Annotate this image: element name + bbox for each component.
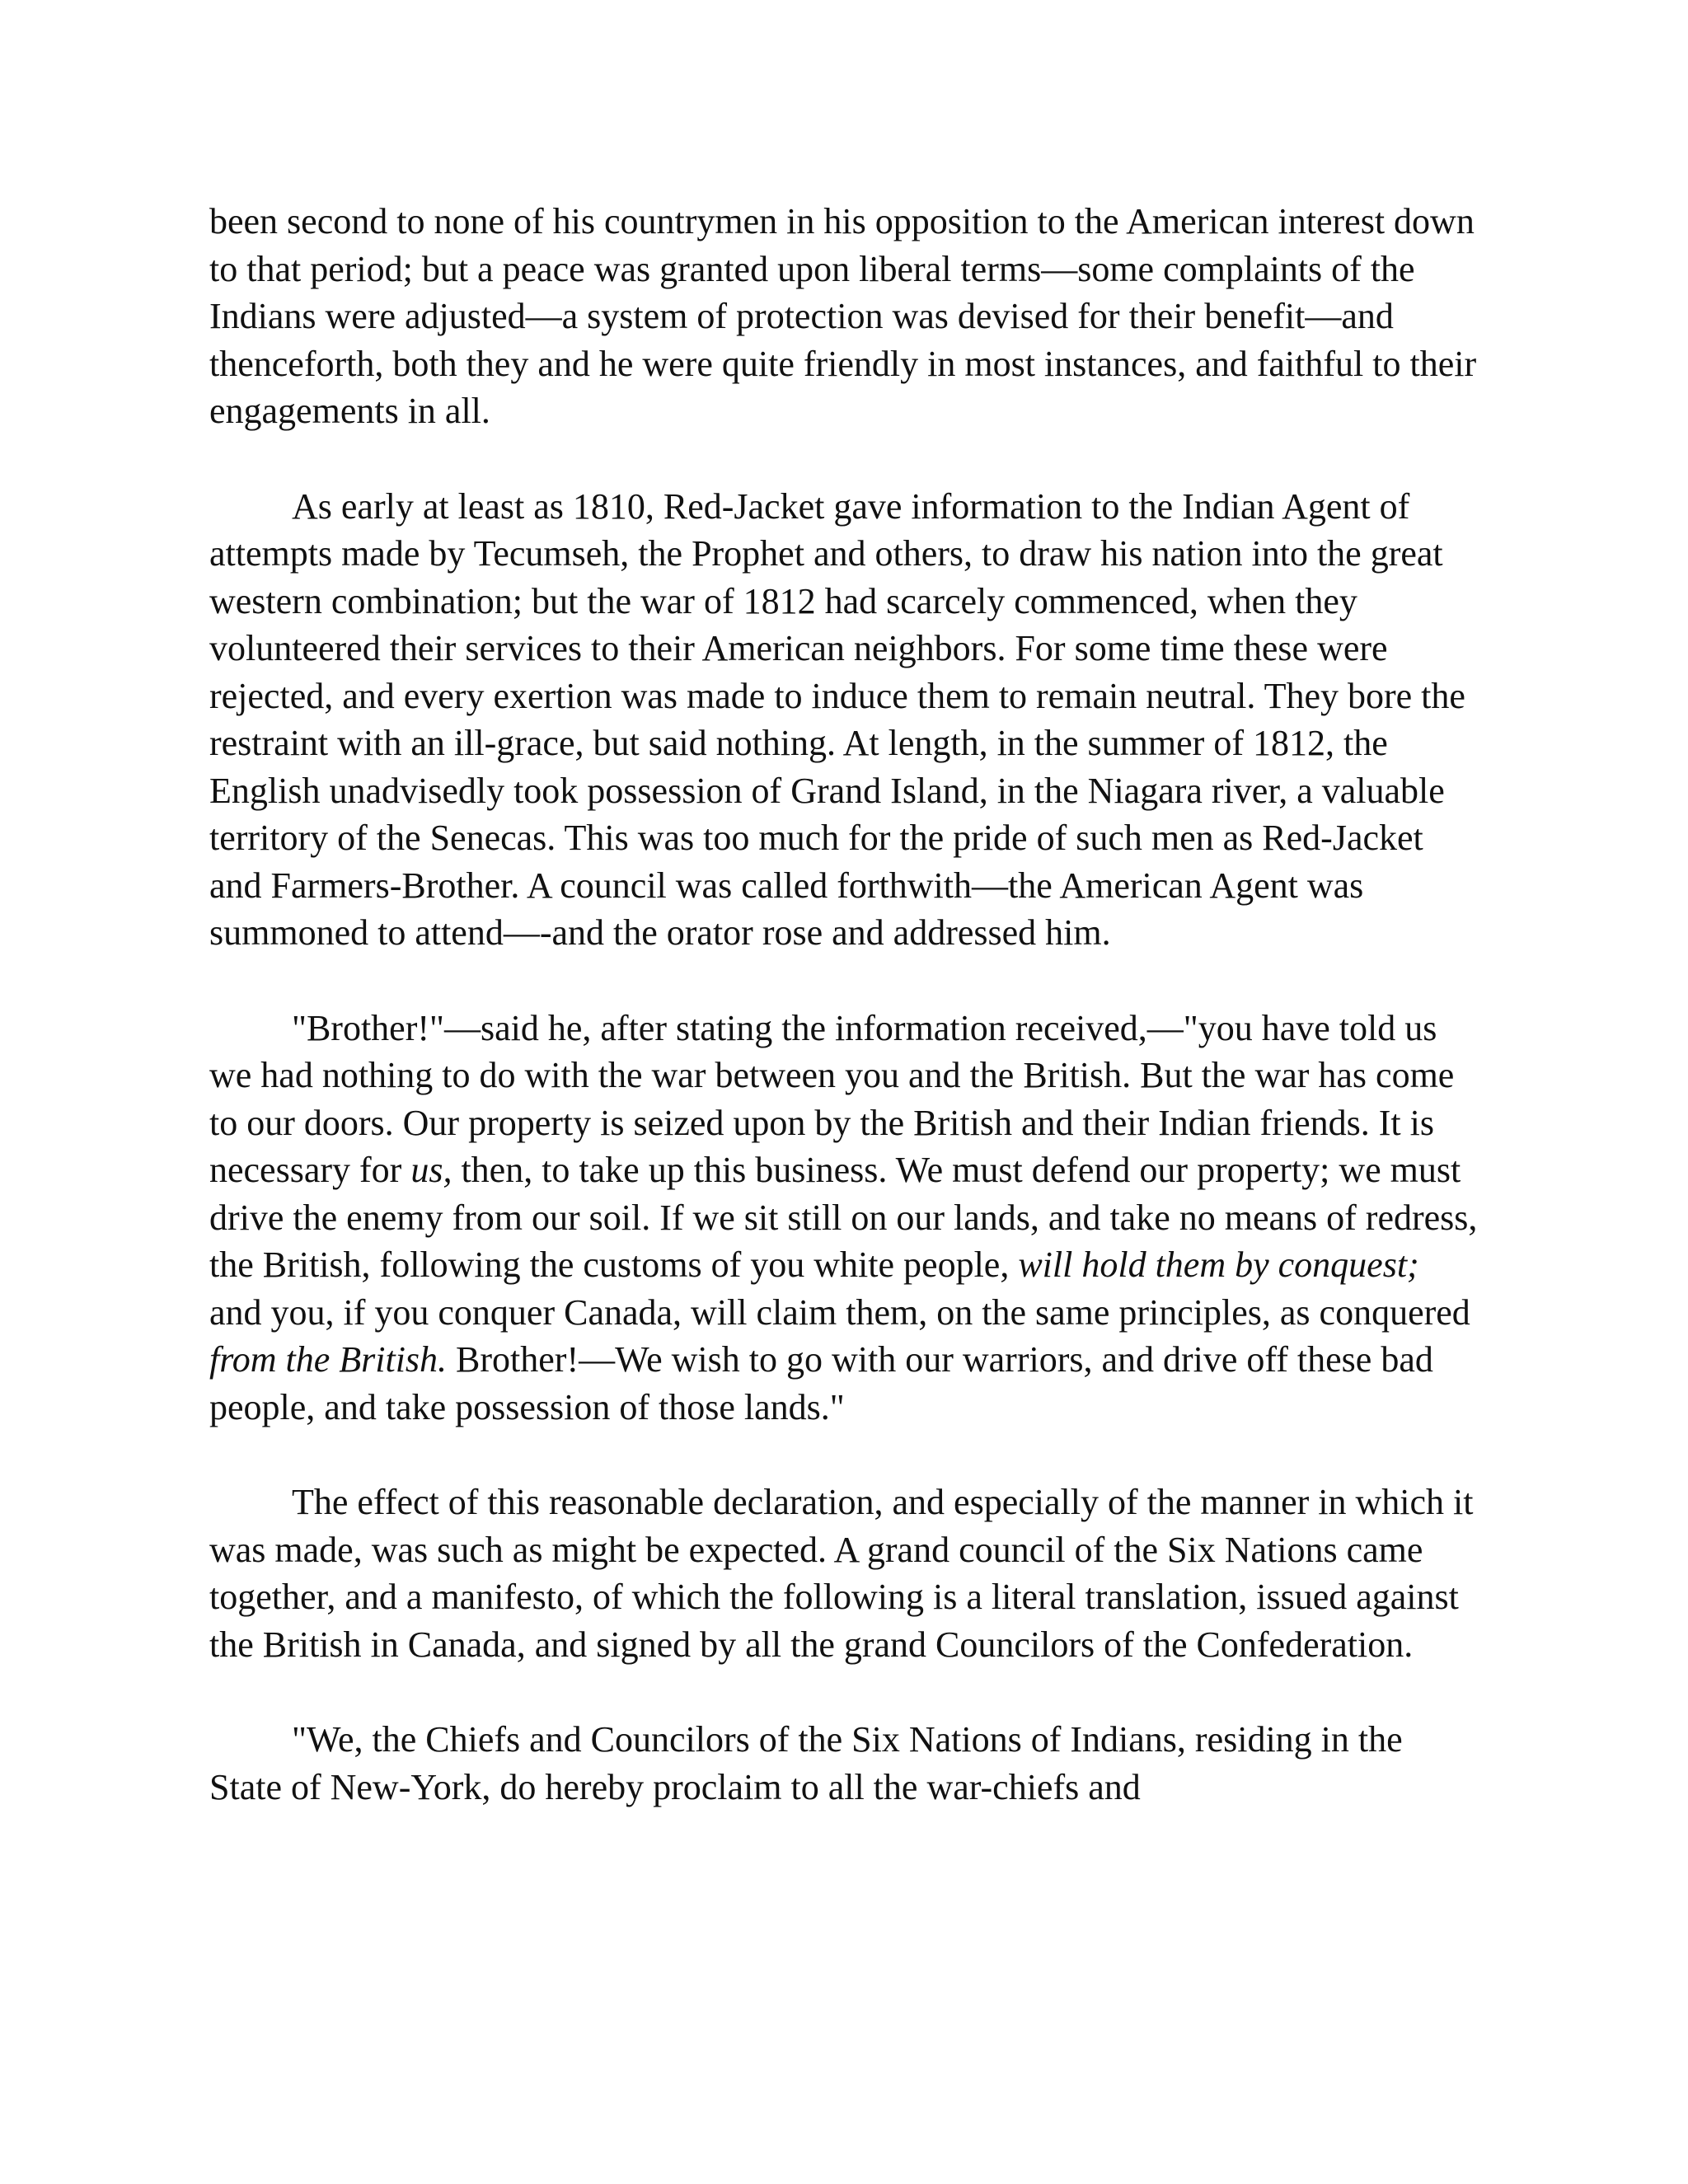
paragraph-text: As early at least as 1810, Red-Jacket gave information to the Indian Agent of attempts made by Tecumseh, the Prophet and others, to draw his nation into the great western combination; but the war of 1812 had scarcely commenced, when they volunteered their services to their American neighbors. For some time these were rejected, and every exertion was made to induce them to remain neutral. They bore the restraint with an ill-grace, but said nothing. At length, in the summer of 1812, the English unadvisedly took possession of Grand Island, in the Niagara river, a valuable territory of the Senecas. This was too much for the pride of such men as Red-Jacket and Farmers-Brother. A council was called forthwith—the American Agent was summoned to attend—-and the orator rose and addressed him.: [209, 485, 1465, 953]
paragraph-text: "Brother!"—said he, after stating the information received,—"you have told us we had nothing to do with the war between you and the British. But the war has come to our doors. Our property is seized upon by the British and their Indian friends. It is necessary for: [209, 1007, 1455, 1190]
emphasis-from-british: from the British.: [209, 1339, 448, 1380]
paragraph-text: Brother!—We wish to go with our warriors, and drive off these bad people, and take possession of those lands.": [209, 1339, 1433, 1427]
paragraph-1: [209, 198, 1479, 435]
paragraph-5-proclamation: [209, 1716, 1479, 1811]
paragraph-text: been second to none of his countrymen in his opposition to the American interest down to that period; but a peace was granted upon liberal terms—some complaints of the Indians were adjusted—a system of protection was devised for their benefit—and thenceforth, both they and he were quite friendly in most instances, and faithful to their engagements in all.: [209, 201, 1477, 431]
paragraph-text: The effect of this reasonable declaration, and especially of the manner in which it was made, was such as might be expected. A grand council of the Six Nations came together, and a manifesto, of which the following is a literal translation, issued against the British in Canada, and signed by all the grand Councilors of the Confederation.: [209, 1482, 1474, 1665]
paragraph-text: "We, the Chiefs and Councilors of the Six Nations of Indians, residing in the State of New-York, do hereby proclaim to all the war-chiefs and: [209, 1719, 1403, 1807]
emphasis-conquest: will hold them by conquest;: [1018, 1244, 1419, 1285]
paragraph-3-speech: [209, 1005, 1479, 1432]
paragraph-2: [209, 483, 1479, 957]
paragraph-text: then, to take up this business. We must defend our property; we must drive the enemy from our soil. If we sit still on our lands, and take no means of redress, the British, following the customs of you white people,: [209, 1150, 1478, 1285]
emphasis-us: us,: [410, 1150, 452, 1190]
paragraph-text: and you, if you conquer Canada, will claim them, on the same principles, as conquered: [209, 1291, 1470, 1333]
document-page: [209, 198, 1479, 1811]
paragraph-4: [209, 1479, 1479, 1668]
